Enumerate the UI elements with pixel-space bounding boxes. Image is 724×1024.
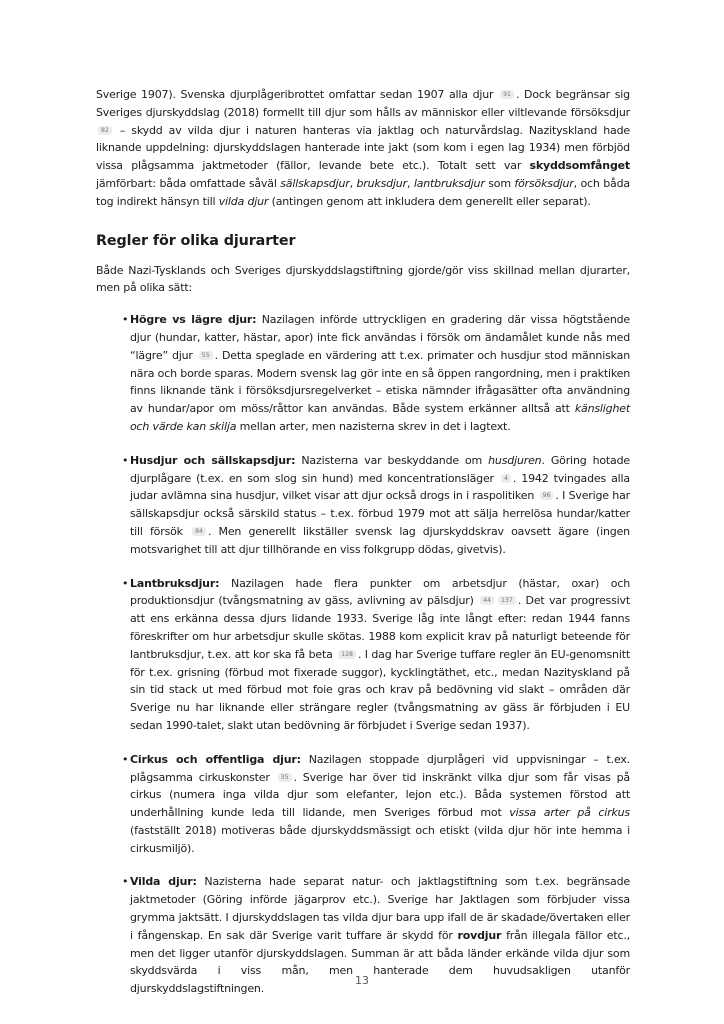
citation-ref[interactable]: 4: [501, 474, 511, 483]
text: . I Sverige har sällskapsdjur också särskild status – t.ex. förbud 1979 mot att sälja herrelösa hundar/katter till försök: [130, 489, 630, 538]
italic-term: lantbruksdjur: [413, 176, 485, 190]
bold-term: skyddsomfånget: [529, 159, 630, 173]
text: Nazisterna var beskyddande om: [295, 453, 489, 467]
citation-ref[interactable]: 137: [498, 596, 516, 605]
italic-term: vissa arter på cirkus: [509, 806, 630, 820]
text: (fastställt 2018) motiveras både djurskyddsmässigt och etiskt (vilda djur hör inte hemma i cirkusmiljö).: [130, 823, 630, 855]
text: mellan arter, men nazisterna skrev in det i lagtext.: [236, 419, 511, 433]
bullet-list: [96, 311, 630, 998]
text: . Det var progressivt att ens erkänna dessa djurs lidande 1933. Sverige låg inte långt efter: redan 1944 fanns föreskrifter om hur arbetsdjur skulle skötas. 1988 kom explicit krav på naturligt beteende för lantbruksdjur, t.ex. att kor ska få beta: [130, 594, 630, 661]
text: . Göring hotade djurplågare (t.ex. en som slog sin hund) med koncentrationsläger: [130, 453, 630, 485]
text: Nazilagen införde uttryckligen en gradering där vissa högtstående djur (hundar, katter, hästar, apor) inte fick användas i försök om ändamålet kunde nås med “lägre” djur: [130, 313, 630, 362]
text: Nazilagen stoppade djurplågeri vid uppvisningar – t.ex. plågsamma cirkuskonster: [130, 752, 630, 784]
italic-term: känslighet och värde kan skilja: [130, 402, 630, 433]
citation-ref[interactable]: 84: [192, 527, 206, 536]
text: ,: [406, 176, 414, 190]
bullet-farm-animals: [122, 575, 630, 735]
text: jämförbart: båda omfattade såväl: [96, 176, 281, 190]
bullet-title: Högre vs lägre djur:: [130, 313, 257, 327]
text: . Men generellt likställer svensk lag djurskyddskrav oavsett ägare (ingen motsvarighet till att djur tillhörande en viss folkgrupp dödas, givetvis).: [130, 524, 630, 556]
text: . Sverige har över tid inskränkt vilka djur som får visas på cirkus (numera inga vilda djur som elefanter, lejon etc.). Båda systemen förstod att underhållning kunde leda till lidande, men Sveriges förbud mot: [130, 770, 630, 820]
italic-term: sällskapsdjur: [280, 176, 350, 190]
text: , och båda tog indirekt hänsyn till: [96, 176, 630, 208]
citation-ref[interactable]: 44: [480, 596, 494, 605]
section-heading: Regler för olika djurarter: [96, 232, 296, 249]
text: . Detta speglade en värdering att t.ex. primater och husdjur stod människan nära och borde sparas. Modern svensk lag gör inte en så öppen rangordning, men i praktiken finns liknande tänk i försöksdjursregelverket – etiska nämnder ifrågasätter ofta användning av hundar/apor om möss/råttor kan användas. Både system erkänner alltså att: [130, 348, 630, 416]
italic-term: bruksdjur: [356, 176, 407, 190]
text: Sverige 1907). Svenska djurplågeribrottet omfattar sedan 1907 alla djur: [96, 88, 494, 101]
text: . 1942 tvingades alla judar avlämna sina husdjur, vilket visar att djur också drogs in i raspolitiken: [130, 471, 630, 503]
text: Nazisterna hade separat natur- och jaktlagstiftning som t.ex. begränsade jaktmetoder (Göring införde jägarprov etc.). Sverige har Jaktlagen som förbjuder vissa grymma jaktsätt. I djurskyddslagen tas vilda djur bara upp ifall de är skadade/övertaken eller i fångenskap. En sak där Sverige varit tuffare är skydd för: [130, 875, 631, 942]
document-page: [96, 86, 630, 1014]
bullet-pets: [122, 452, 630, 559]
italic-term: vilda djur: [218, 194, 269, 208]
citation-ref[interactable]: 55: [199, 351, 213, 360]
citation-ref[interactable]: 35: [278, 773, 292, 782]
citation-ref[interactable]: 96: [540, 491, 554, 500]
text: från illegala fällor etc., men det ligger utanför djurskyddslagen. Summan är att båda länder erkände vilda djur som skyddsvärda i viss mån, men hanterade dem huvudsakligen utanför djurskyddslagstiftningen.: [130, 928, 630, 996]
bullet-circus-animals: [122, 751, 630, 858]
italic-term: husdjuren: [488, 453, 542, 467]
citation-ref[interactable]: 128: [338, 650, 356, 659]
text: . Dock begränsar sig Sveriges djurskyddslag (2018) formellt till djur som hålls av människor eller viltlevande försöksdjur: [96, 88, 630, 119]
text: ,: [349, 176, 357, 190]
page-number: 13: [355, 974, 369, 987]
intro-paragraph: [96, 86, 630, 211]
italic-term: försöksdjur: [514, 176, 574, 190]
bullet-higher-lower-animals: [122, 311, 630, 436]
text: som: [484, 176, 515, 190]
bullet-title: Cirkus och offentliga djur:: [130, 752, 301, 766]
bullet-title: Lantbruksdjur:: [130, 576, 220, 590]
citation-ref[interactable]: 82: [98, 126, 112, 135]
bullet-title: Vilda djur:: [130, 875, 197, 889]
text: – skydd av vilda djur i naturen hanteras via jaktlag och naturvårdslag. Nazityskland hade liknande uppdelning: djurskyddslagen hanterade inte jakt (som kom i egen lag 1934) men förbjöd vissa plågsamma jaktmetoder (fällor, levande bete etc.). Totalt sett var: [96, 123, 630, 173]
citation-ref[interactable]: 91: [500, 90, 514, 99]
bullet-title: Husdjur och sällskapsdjur:: [130, 453, 296, 467]
text: . I dag har Sverige tuffare regler än EU-genomsnitt för t.ex. grisning (förbud mot fixerade suggor), kycklingtäthet, etc., medan Nazityskland på sin tid stack ut med förbud mot foie gras och krav på bedövning vid slakt – områden där Sverige nu har liknande eller strängare regler (tvångsmatning av gäss är förbjuden i EU sedan 1990-talet, slakt utan bedövning är förbjudet i Sverige sedan 1937).: [130, 647, 630, 732]
text: (antingen genom att inkludera dem generellt eller separat).: [268, 194, 591, 208]
bold-term: rovdjur: [457, 928, 502, 942]
text: Nazilagen hade flera punkter om arbetsdjur (hästar, oxar) och produktionsdjur (tvångsmatning av gäss, avlivning av pälsdjur): [130, 576, 630, 608]
lead-paragraph: Både Nazi-Tysklands och Sveriges djurskyddslagstiftning gjorde/gör viss skillnad mellan djurarter, men på olika sätt:: [96, 263, 630, 295]
